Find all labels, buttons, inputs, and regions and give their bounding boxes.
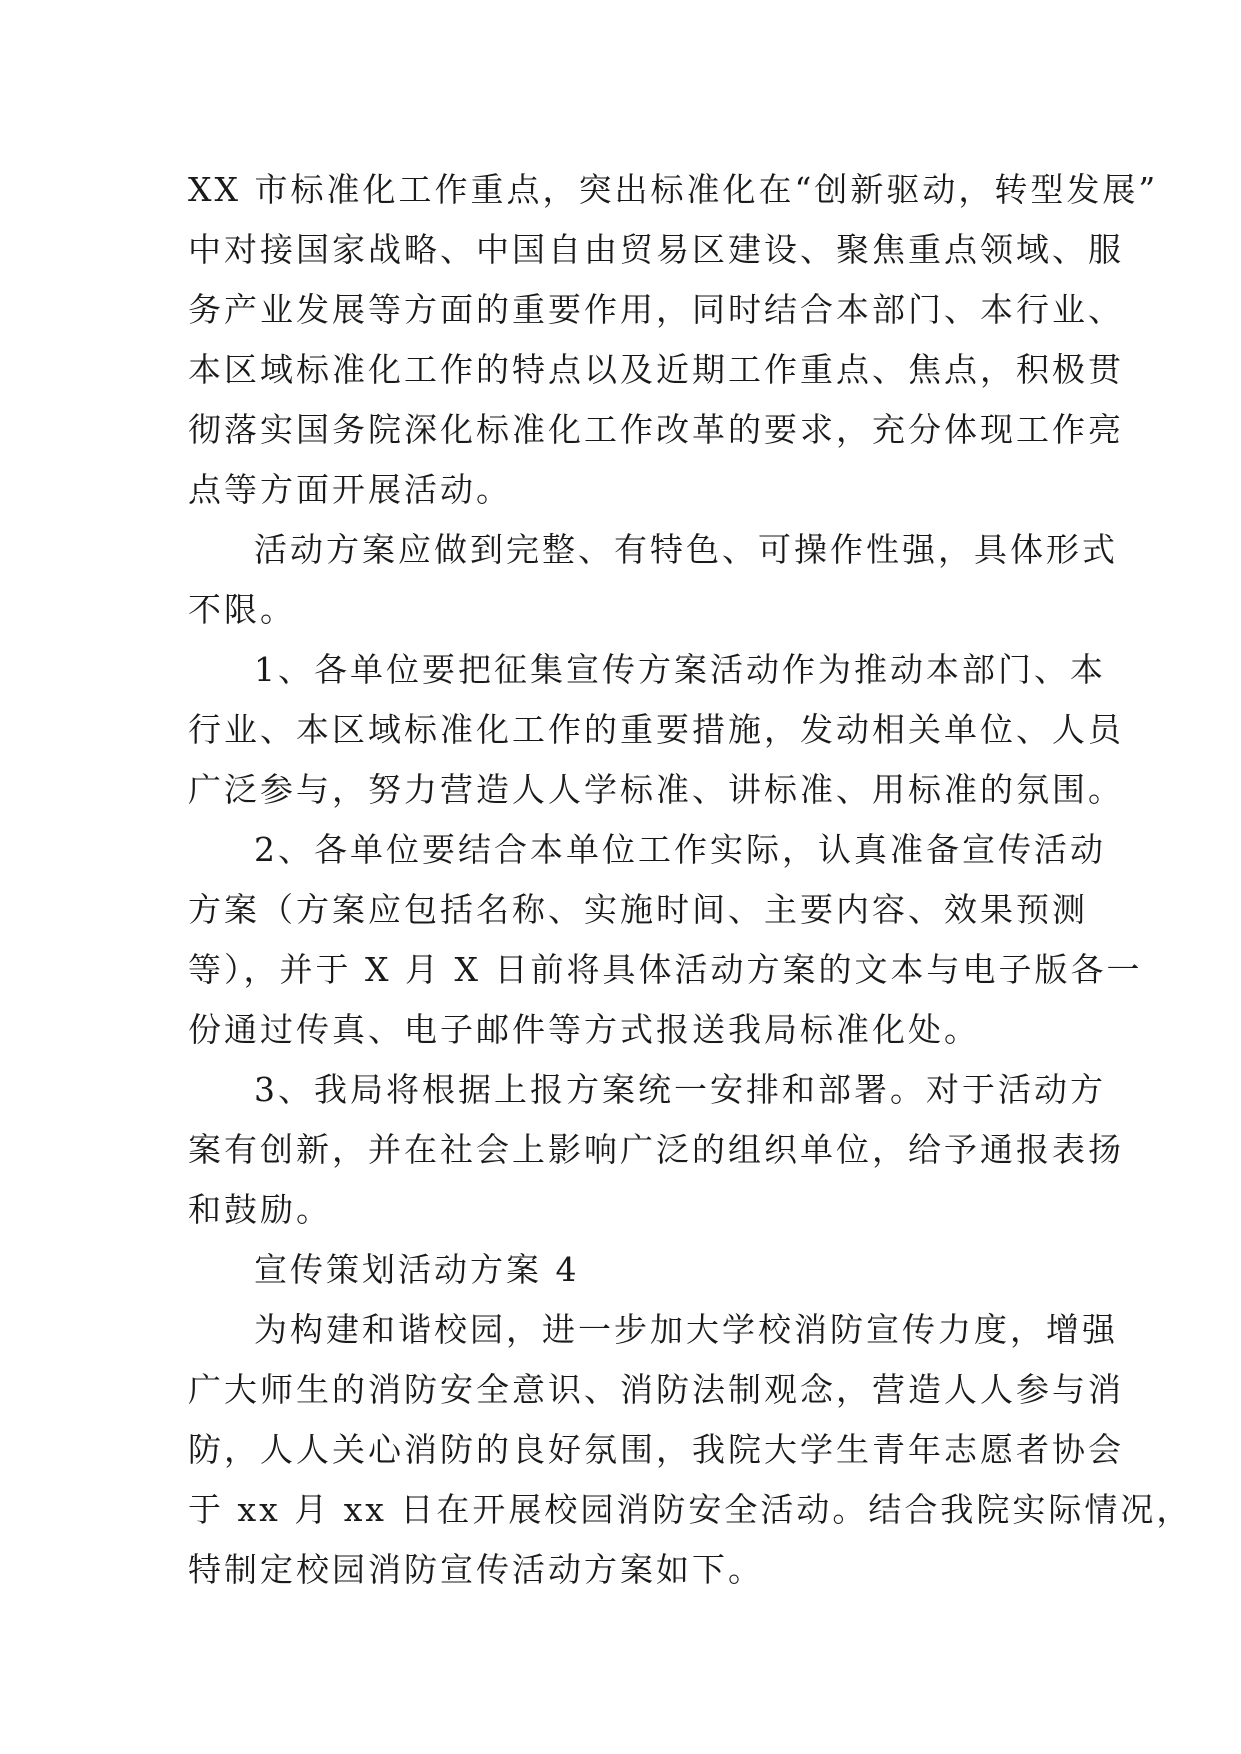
text-line: 务产业发展等方面的重要作用，同时结合本部门、本行业、 [188, 290, 1124, 329]
text-line: 点等方面开展活动。 [188, 470, 512, 509]
text-line: 行业、本区域标准化工作的重要措施，发动相关单位、人员 [188, 710, 1124, 749]
text-line: 3、我局将根据上报方案统一安排和部署。对于活动方 [254, 1070, 1106, 1109]
text-line: 1、各单位要把征集宣传方案活动作为推动本部门、本 [254, 650, 1106, 689]
text-line: 广泛参与，努力营造人人学标准、讲标准、用标准的氛围。 [188, 770, 1124, 809]
text-line: 彻落实国务院深化标准化工作改革的要求，充分体现工作亮 [188, 410, 1124, 449]
text-line: 方案（方案应包括名称、实施时间、主要内容、效果预测 [188, 890, 1088, 929]
text-line: 广大师生的消防安全意识、消防法制观念，营造人人参与消 [188, 1370, 1124, 1409]
text-line: 活动方案应做到完整、有特色、可操作性强，具体形式 [254, 530, 1118, 569]
text-line: 和鼓励。 [188, 1190, 332, 1229]
text-line: 防，人人关心消防的良好氛围，我院大学生青年志愿者协会 [188, 1430, 1124, 1469]
text-line: 特制定校园消防宣传活动方案如下。 [188, 1550, 764, 1589]
text-line: 2、各单位要结合本单位工作实际，认真准备宣传活动 [254, 830, 1106, 869]
text-line: 中对接国家战略、中国自由贸易区建设、聚焦重点领域、服 [188, 230, 1124, 269]
text-line: 份通过传真、电子邮件等方式报送我局标准化处。 [188, 1010, 980, 1049]
text-line: 不限。 [188, 590, 296, 629]
text-line: 宣传策划活动方案 4 [254, 1250, 580, 1289]
text-line: 为构建和谐校园，进一步加大学校消防宣传力度，增强 [254, 1310, 1118, 1349]
document-body [188, 160, 1193, 1600]
text-line: XX 市标准化工作重点，突出标准化在“创新驱动，转型发展” [188, 170, 1159, 209]
text-line: 于 xx 月 xx 日在开展校园消防安全活动。结合我院实际情况， [188, 1490, 1193, 1529]
text-line: 案有创新，并在社会上影响广泛的组织单位，给予通报表扬 [188, 1130, 1124, 1169]
text-line: 等），并于 X 月 X 日前将具体活动方案的文本与电子版各一 [188, 950, 1143, 989]
text-line: 本区域标准化工作的特点以及近期工作重点、焦点，积极贯 [188, 350, 1124, 389]
